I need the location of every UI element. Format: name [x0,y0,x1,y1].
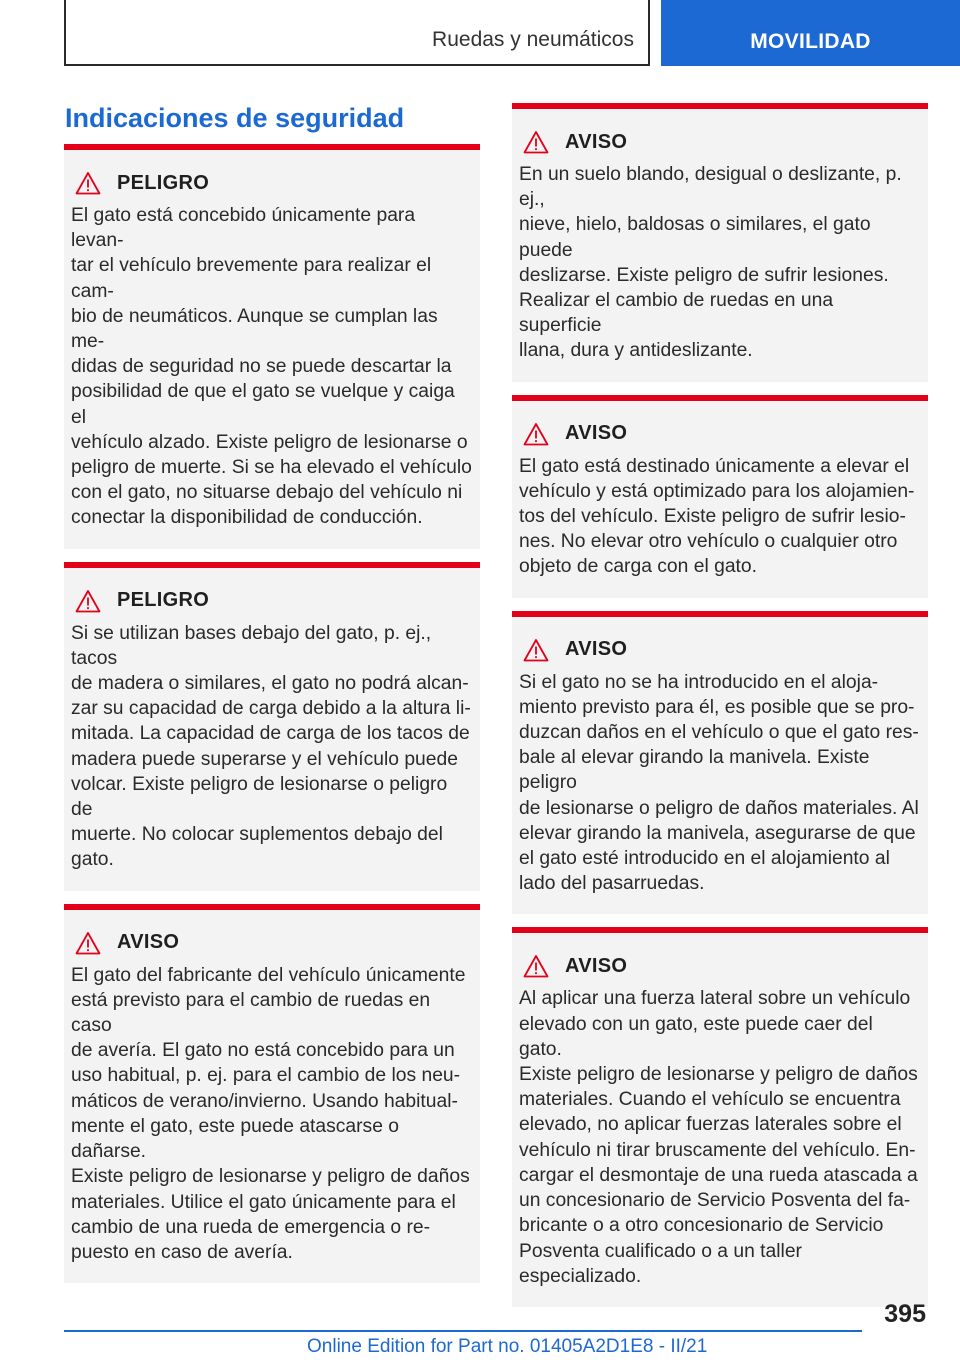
warning-box-text: Si el gato no se ha introducido en el aloja- miento previsto para él, es posible que se pro- duzcan daños en el vehículo o que el gato res- bale al elevar girando la manivela. Existe peligro de lesionarse o peligro de daños materiales. Al elevar girando la manivela, asegurarse de que el gato esté introducido en el alojamiento al lado del pasarruedas. [519,671,919,895]
warning-box-header [519,127,920,157]
page-header [0,0,960,66]
warning-triangle-icon [75,931,101,955]
warning-box [512,395,928,598]
warning-box [64,904,480,1283]
left-column [64,144,480,1296]
warning-triangle-icon [523,422,549,446]
page-title: Indicaciones de seguridad [65,103,405,133]
warning-box [64,562,480,891]
warning-box [512,103,928,382]
warning-box-text: El gato está destinado únicamente a elevar el vehículo y está optimizado para los alojamien- tos del vehículo. Existe peligro de sufrir lesio- nes. No elevar otro vehículo o cualquier otro objeto de carga con el gato. [519,455,915,578]
warning-box [512,611,928,915]
warning-box-title: AVISO [117,931,180,954]
warning-triangle-icon [523,130,549,154]
warning-box-title: PELIGRO [117,589,210,612]
warning-box-title: AVISO [565,638,628,661]
warning-box-header [71,586,472,616]
footer-divider [64,1330,862,1332]
warning-box-text: Al aplicar una fuerza lateral sobre un vehículo elevado con un gato, este puede caer del gato. Existe peligro de lesionarse y peligro de daños materiales. Cuando el vehículo se encuentra elevado, no aplicar fuerzas laterales sobre el vehículo ni tirar bruscamente del vehículo. En- cargar el desmontaje de una rueda atascada a un concesionario de Servicio Posventa del fa- bricante o a otro concesionario de Servicio Posventa cualificado o a un taller especializado. [519,988,918,1287]
warning-box [512,927,928,1306]
warning-box-text: En un suelo blando, desigual o deslizante, p. ej., nieve, hielo, baldosas o similares, el gato puede deslizarse. Existe peligro de sufrir lesiones. Realizar el cambio de ruedas en una superficie llana, dura y antideslizante. [519,164,902,362]
warning-triangle-icon [523,954,549,978]
warning-box-header [71,168,472,198]
warning-box-title: AVISO [565,422,628,445]
edition-note: Online Edition for Part no. 01405A2D1E8 - II/21 [307,1336,708,1357]
warning-box-title: AVISO [565,954,628,977]
warning-box-header [519,951,920,981]
warning-box-text: Si se utilizan bases debajo del gato, p. ej., tacos de madera o similares, el gato no podrá alcan- zar su capacidad de carga debido a la altura li- mitada. La capacidad de carga de los tacos de madera puede superarse y el vehículo puede volcar. Existe peligro de lesionarse o peligro de muerte. No colocar suplementos debajo del gato. [71,622,471,871]
warning-triangle-icon [523,638,549,662]
warning-box-header [519,419,920,449]
warning-box [64,144,480,549]
warning-box-title: PELIGRO [117,171,210,194]
warning-box-text: El gato del fabricante del vehículo únicamente está previsto para el cambio de ruedas en caso de avería. El gato no está concebido para un uso habitual, p. ej. para el cambio de los neu- máticos de verano/invierno. Usando habitual- mente el gato, este puede atascarse o dañarse. Existe peligro de lesionarse y peligro de daños materiales. Utilice el gato únicamente para el cambio de una rueda de emergencia o re- puesto en caso de avería. [71,964,470,1263]
right-column [512,103,928,1320]
page-number: 395 [884,1300,926,1328]
warning-triangle-icon [75,589,101,613]
section-tab: MOVILIDAD [661,0,960,66]
warning-box-text: El gato está concebido únicamente para levan- tar el vehículo brevemente para realizar el cam- bio de neumáticos. Aunque se cumplan las me- didas de seguridad no se puede descartar la posibilidad de que el gato se vuelque y caiga el vehículo alzado. Existe peligro de lesionarse o peligro de muerte. Si se ha elevado el vehículo con el gato, no situarse debajo del vehículo ni conectar la disponibilidad de conducción. [71,205,472,529]
warning-box-header [71,928,472,958]
chapter-title: Ruedas y neumáticos [432,28,634,51]
warning-box-header [519,635,920,665]
warning-box-title: AVISO [565,130,628,153]
warning-triangle-icon [75,171,101,195]
chapter-tab [64,0,650,66]
